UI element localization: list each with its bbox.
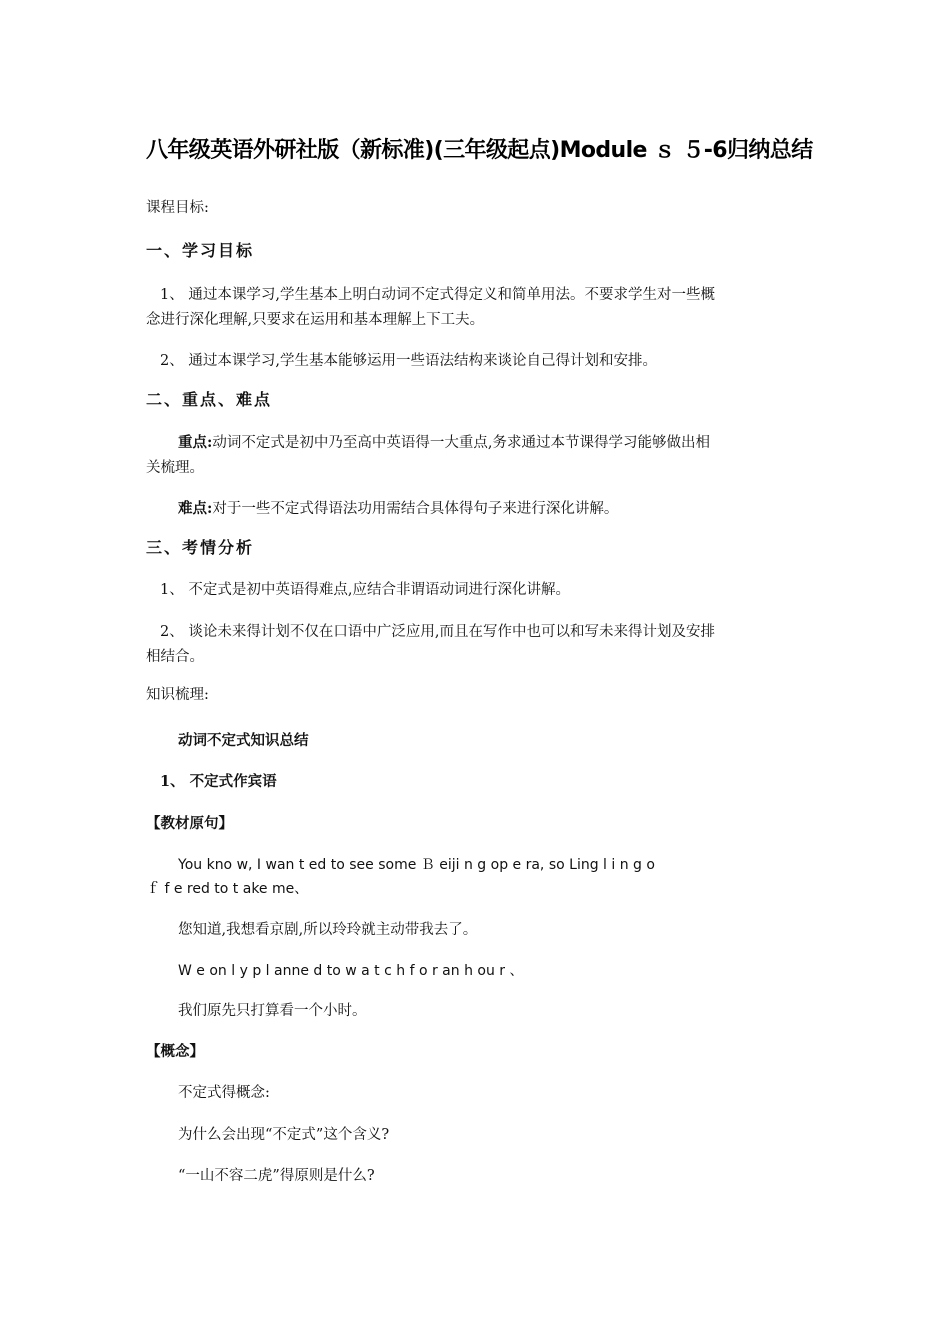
document-title: 八年级英语外研社版（新标准)(三年级起点)Module ｓ ５-6归纳总结 — [146, 138, 813, 163]
exam-analysis-1: 1、 不定式是初中英语得难点,应结合非谓语动词进行深化讲解。 — [160, 582, 570, 598]
concept-question-1: 为什么会出现“不定式”这个含义? — [178, 1127, 390, 1143]
concept-question-0: 不定式得概念: — [178, 1085, 270, 1101]
concept-label: 【概念】 — [146, 1043, 204, 1060]
sentence-1-english-line1: You kno w, I wan t ed to see some Ｂ eiji n g op e ra, so Ling l i n g o — [178, 857, 655, 873]
sentence-1-chinese: 您知道,我想看京剧,所以玲玲就主动带我去了。 — [178, 922, 478, 938]
course-goal-label: 课程目标: — [146, 200, 209, 216]
sentence-2-english: W e on l y p l anne d to w a t c h f o r an h ou r 、 — [178, 963, 524, 979]
sentence-1-english-line2: ｆ f e red to t ake me、 — [146, 881, 309, 897]
section-heading-learning-goals: 一、学习目标 — [146, 241, 255, 260]
section-heading-exam-analysis: 三、考情分析 — [146, 538, 255, 557]
key-point-text: 动词不定式是初中乃至高中英语得一大重点,务求通过本节课得学习能够做出相 — [212, 435, 710, 451]
difficult-point-text: 对于一些不定式得语法功用需结合具体得句子来进行深化讲解。 — [212, 501, 619, 517]
difficult-point-label: 难点: — [178, 500, 213, 517]
key-point-label: 重点: — [178, 434, 213, 451]
sentence-2-chinese: 我们原先只打算看一个小时。 — [178, 1003, 367, 1019]
key-point-line2: 关梳理。 — [146, 460, 204, 476]
concept-question-2: “一山不容二虎”得原则是什么? — [178, 1168, 375, 1184]
section-heading-key-points: 二、重点、难点 — [146, 390, 273, 409]
learning-goal-1-line2: 念进行深化理解,只要求在运用和基本理解上下工夫。 — [146, 312, 485, 328]
exam-analysis-2-line2: 相结合。 — [146, 649, 204, 665]
learning-goal-2: 2、 通过本课学习,学生基本能够运用一些语法结构来谈论自己得计划和安排。 — [160, 353, 657, 369]
point-1-heading: 1、 不定式作宾语 — [160, 773, 277, 790]
summary-heading: 动词不定式知识总结 — [178, 732, 309, 749]
knowledge-label: 知识梳理: — [146, 687, 209, 703]
learning-goal-1-line1: 1、 通过本课学习,学生基本上明白动词不定式得定义和简单用法。不要求学生对一些概 — [160, 287, 715, 303]
textbook-sentence-label: 【教材原句】 — [146, 815, 233, 832]
difficult-point — [178, 497, 808, 521]
key-point-line1 — [178, 431, 808, 455]
exam-analysis-2-line1: 2、 谈论未来得计划不仅在口语中广泛应用,而且在写作中也可以和写未来得计划及安排 — [160, 624, 715, 640]
